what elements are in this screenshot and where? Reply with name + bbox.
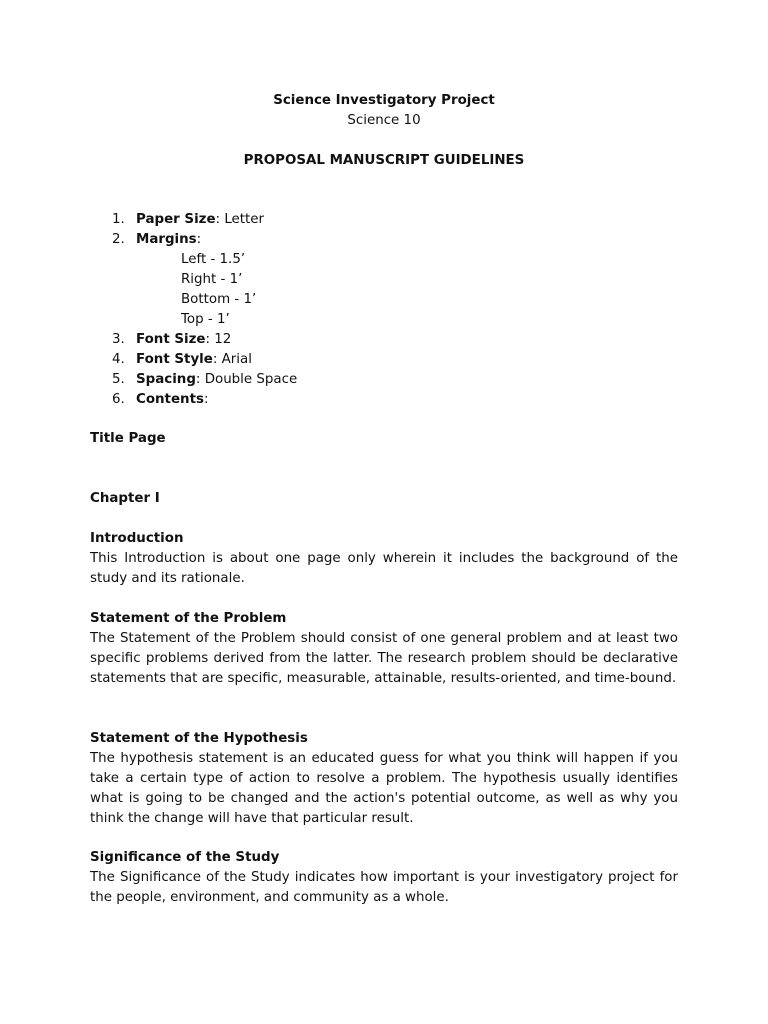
list-item (90, 350, 590, 370)
section-heading: Statement of the Problem (90, 611, 287, 626)
list-label: Margins (136, 232, 197, 247)
list-number: 4. (112, 352, 125, 367)
list-number: 2. (112, 232, 125, 247)
list-number: 5. (112, 372, 125, 387)
list-item (90, 330, 590, 350)
list-label: Spacing (136, 372, 196, 387)
margin-item: Top - 1’ (181, 312, 230, 327)
list-item (90, 230, 590, 250)
list-label: Contents (136, 392, 204, 407)
list-number: 3. (112, 332, 125, 347)
list-value: : Letter (215, 212, 265, 227)
list-value: : (203, 392, 209, 407)
document-title: Science Investigatory Project (273, 93, 495, 108)
list-item (90, 210, 590, 230)
section-heading: Significance of the Study (90, 850, 280, 865)
list-number: 6. (112, 392, 125, 407)
section-heading: Statement of the Hypothesis (90, 731, 308, 746)
list-item (90, 370, 590, 390)
section-heading: Introduction (90, 531, 184, 546)
guidelines-list (90, 210, 590, 410)
list-value: : (196, 232, 202, 247)
document-subtitle: Science 10 (347, 113, 421, 128)
list-value: : Arial (212, 352, 252, 367)
list-value: : 12 (205, 332, 232, 347)
margin-item: Bottom - 1’ (181, 292, 257, 307)
list-value: : Double Space (195, 372, 298, 387)
list-number: 1. (112, 212, 125, 227)
list-item (90, 390, 590, 410)
list-label: Font Size (136, 332, 206, 347)
margin-item: Left - 1.5’ (181, 252, 246, 267)
title-page-heading: Title Page (90, 431, 166, 446)
margin-item: Right - 1’ (181, 272, 243, 287)
document-heading: PROPOSAL MANUSCRIPT GUIDELINES (243, 153, 525, 168)
chapter-heading: Chapter I (90, 491, 160, 506)
list-label: Font Style (136, 352, 213, 367)
section-body: The hypothesis statement is an educated guess for what you think will happen if you take a certain type of action to resolve a problem. The hypothesis usually identifies what is going to be changed and the action's potential outcome, as well as why you think the change will have that particular result. (90, 751, 678, 826)
section-body: The Significance of the Study indicates how important is your investigatory project for the people, environment, and community as a whole. (90, 870, 678, 905)
section-body: The Statement of the Problem should consist of one general problem and at least two specific problems derived from the latter. The research problem should be declarative statements that are specific, measurable, attainable, results-oriented, and time-bound. (90, 631, 678, 686)
section-body: This Introduction is about one page only wherein it includes the background of the study and its rationale. (90, 551, 678, 586)
list-label: Paper Size (136, 212, 216, 227)
